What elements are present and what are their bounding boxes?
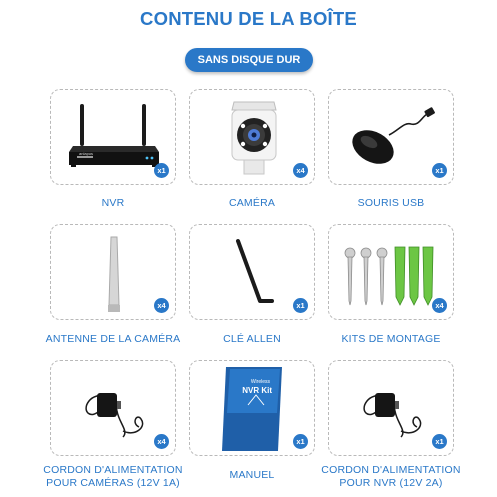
page-title: CONTENU DE LA BOÎTE bbox=[140, 8, 357, 29]
quantity-badge: x1 bbox=[293, 298, 308, 313]
nvr-brand: anlapus bbox=[79, 151, 94, 156]
manual-title-line: NVR Kit bbox=[242, 386, 272, 395]
no-hard-drive-badge: SANS DISQUE DUR bbox=[185, 48, 313, 72]
manual-title-line: Wireless bbox=[250, 379, 270, 385]
item-label-antenna: ANTENNE DE LA CAMÉRA bbox=[45, 333, 181, 345]
item-label-nvr-power bbox=[306, 464, 476, 490]
quantity-badge: x4 bbox=[154, 298, 169, 313]
quantity-badge: x4 bbox=[154, 434, 169, 449]
item-label-mounting-kit: KITS DE MONTAGE bbox=[341, 333, 441, 345]
item-label-manual: MANUEL bbox=[229, 469, 275, 481]
item-label-camera: CAMÉRA bbox=[228, 197, 276, 209]
label-line: POUR NVR (12V 2A) bbox=[339, 477, 443, 489]
label-line: CORDON D'ALIMENTATION bbox=[43, 464, 183, 476]
item-label-allen-key: CLÉ ALLEN bbox=[223, 333, 281, 345]
item-card-manual bbox=[189, 360, 315, 456]
item-label-nvr: NVR bbox=[101, 197, 125, 209]
quantity-badge: x1 bbox=[432, 163, 447, 178]
item-card-mouse bbox=[328, 89, 454, 185]
item-card-antenna bbox=[50, 224, 176, 320]
item-card-camera-power bbox=[50, 360, 176, 456]
quantity-badge: x1 bbox=[154, 163, 169, 178]
quantity-badge: x1 bbox=[293, 434, 308, 449]
item-card-nvr-power bbox=[328, 360, 454, 456]
item-card-nvr bbox=[50, 89, 176, 185]
item-card-mounting-kit bbox=[328, 224, 454, 320]
quantity-badge: x4 bbox=[293, 163, 308, 178]
item-card-allen-key bbox=[189, 224, 315, 320]
label-line: POUR CAMÉRAS (12V 1A) bbox=[46, 477, 180, 489]
quantity-badge: x1 bbox=[432, 434, 447, 449]
label-line: CORDON D'ALIMENTATION bbox=[321, 464, 461, 476]
quantity-badge: x4 bbox=[432, 298, 447, 313]
item-card-camera bbox=[189, 89, 315, 185]
item-label-mouse: SOURIS USB bbox=[357, 197, 425, 209]
